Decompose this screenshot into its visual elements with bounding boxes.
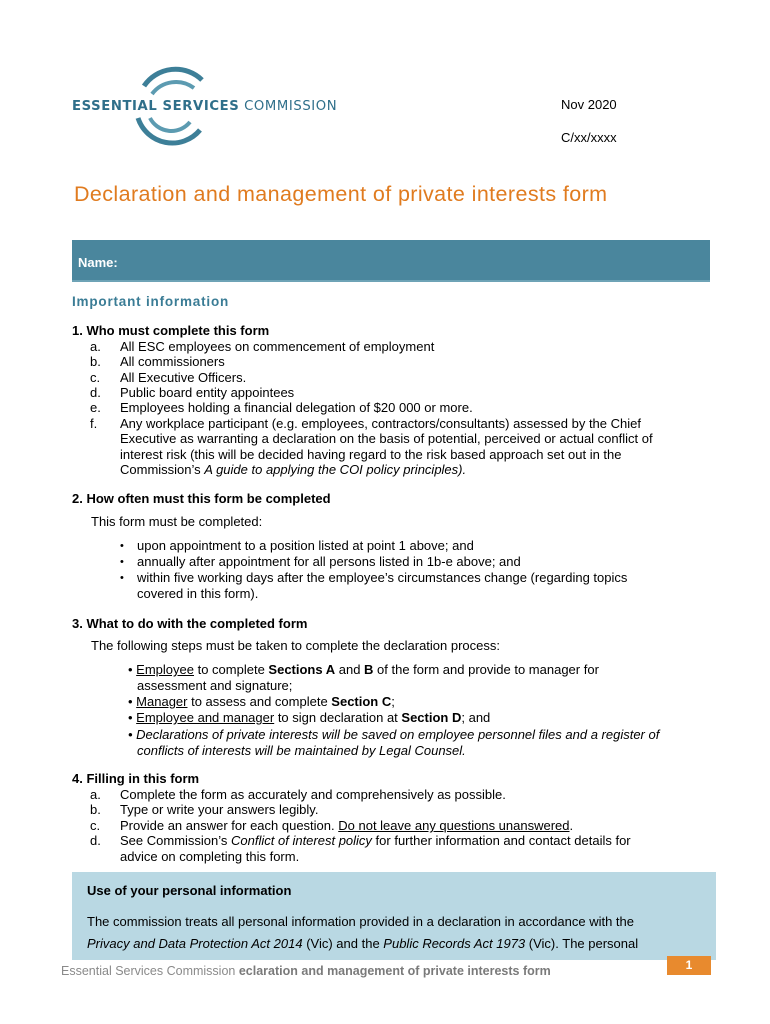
- list-item: • Employee and manager to sign declaration at Section D; and: [128, 710, 491, 725]
- list-item: covered in this form).: [137, 586, 259, 601]
- section1-heading: 1. Who must complete this form: [72, 323, 270, 338]
- list-item: • Declarations of private interests will be saved on employee personnel files and a register of: [128, 727, 660, 742]
- list-item: Commission’s A guide to applying the COI policy principles).: [120, 462, 467, 477]
- reference-number: C/xx/xxxx: [561, 130, 617, 145]
- list-item: upon appointment to a position listed at point 1 above; and: [137, 538, 474, 553]
- list-item: Executive as warranting a declaration on the basis of potential, perceived or actual conflict of: [120, 431, 653, 446]
- list-label: d.: [90, 385, 101, 400]
- info-box-text: Privacy and Data Protection Act 2014 (Vic) and the Public Records Act 1973 (Vic). The personal: [87, 936, 639, 951]
- list-label: a.: [90, 787, 101, 802]
- list-item: All commissioners: [120, 354, 225, 369]
- info-box-heading: Use of your personal information: [87, 883, 292, 898]
- date: Nov 2020: [561, 97, 617, 112]
- section4-heading: 4. Filling in this form: [72, 771, 200, 786]
- personal-info-box: [72, 872, 716, 960]
- list-label: c.: [90, 818, 101, 833]
- list-item: interest risk (this will be decided having regard to the risk based approach set out in the: [120, 447, 622, 462]
- info-box-text: The commission treats all personal information provided in a declaration in accordance with the: [87, 914, 635, 929]
- list-item: Employees holding a financial delegation of $20 000 or more.: [120, 400, 473, 415]
- list-item: All Executive Officers.: [120, 370, 247, 385]
- list-label: b.: [90, 802, 101, 817]
- list-item: Provide an answer for each question. Do not leave any questions unanswered.: [120, 818, 574, 833]
- section3-intro: The following steps must be taken to complete the declaration process:: [91, 638, 500, 653]
- list-label: d.: [90, 833, 101, 848]
- list-item: within five working days after the employee’s circumstances change (regarding topics: [137, 570, 628, 585]
- page-title: Declaration and management of private interests form: [74, 182, 608, 206]
- logo-text: ESSENTIAL SERVICES COMMISSION: [72, 99, 338, 114]
- list-item: conflicts of interests will be maintained by Legal Counsel.: [137, 743, 466, 758]
- logo: [72, 66, 362, 152]
- list-label: f.: [90, 416, 98, 431]
- list-item: Type or write your answers legibly.: [120, 802, 319, 817]
- list-label: b.: [90, 354, 101, 369]
- section2-intro: This form must be completed:: [91, 514, 263, 529]
- bullet-icon: •: [120, 540, 124, 552]
- list-item: See Commission’s Conflict of interest policy for further information and contact details for: [120, 833, 631, 848]
- list-item: All ESC employees on commencement of employment: [120, 339, 435, 354]
- name-field[interactable]: [72, 240, 710, 282]
- list-label: c.: [90, 370, 101, 385]
- important-heading: Important information: [72, 294, 230, 309]
- list-item: advice on completing this form.: [120, 849, 300, 864]
- list-label: a.: [90, 339, 101, 354]
- list-item: • Manager to assess and complete Section C;: [128, 694, 395, 709]
- list-label: e.: [90, 400, 101, 415]
- list-item: assessment and signature;: [137, 678, 293, 693]
- section3-heading: 3. What to do with the completed form: [72, 616, 308, 631]
- bullet-icon: •: [120, 572, 124, 584]
- list-item: Complete the form as accurately and comprehensively as possible.: [120, 787, 506, 802]
- footer: Essential Services Commission eclaration and management of private interests form: [61, 964, 551, 978]
- list-item: • Employee to complete Sections A and B of the form and provide to manager for: [128, 662, 599, 677]
- name-label: Name:: [78, 255, 118, 270]
- section2-heading: 2. How often must this form be completed: [72, 491, 331, 506]
- bullet-icon: •: [120, 556, 124, 568]
- list-item: Public board entity appointees: [120, 385, 295, 400]
- list-item: Any workplace participant (e.g. employees, contractors/consultants) assessed by the Chief: [120, 416, 641, 431]
- list-item: annually after appointment for all persons listed in 1b-e above; and: [137, 554, 521, 569]
- page-number: 1: [667, 956, 711, 975]
